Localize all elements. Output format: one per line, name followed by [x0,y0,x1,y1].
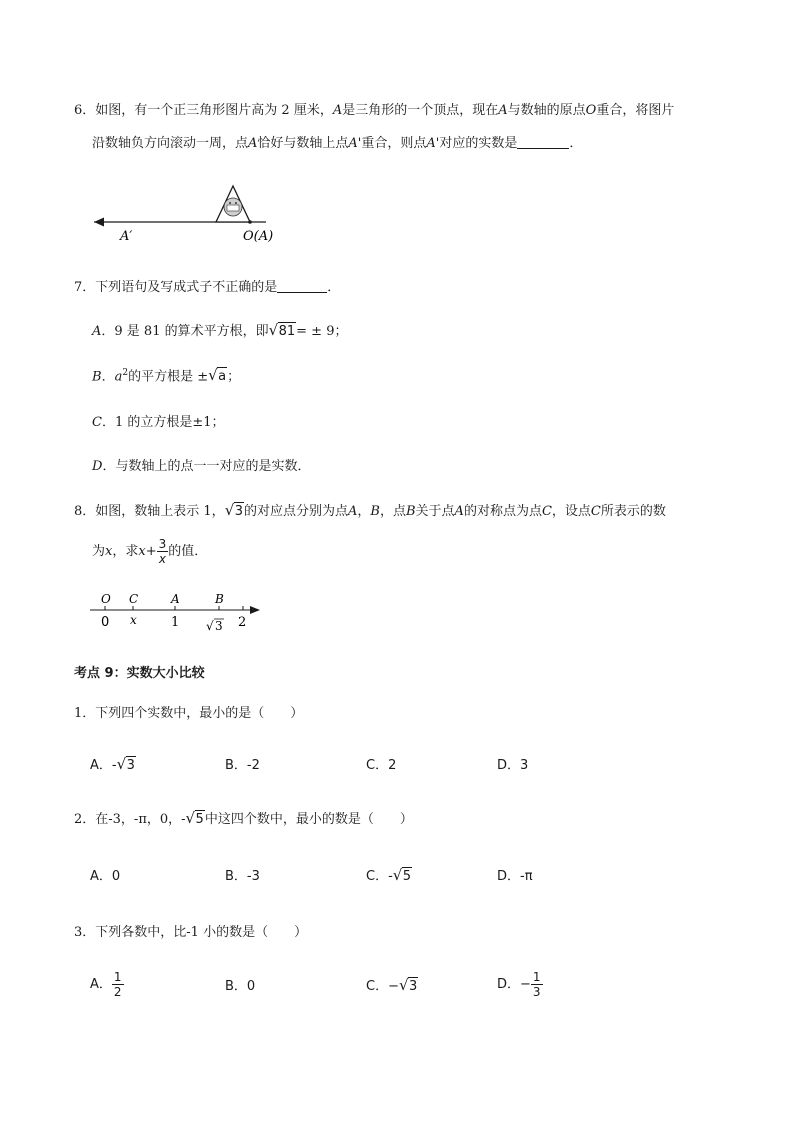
q6-triangle-figure [88,182,288,244]
q7-option-b: B．$a^2$的平方根是 ± √ a； [92,366,241,385]
q8-line2: 为x，求x+ $\frac{3}{x}$ 的值． [92,537,208,566]
q6-line1: 6．如图，有一个正三角形图片高为 2 厘米，A是三角形的一个顶点，现在A与数轴的原点O重合，将图片 [74,103,675,118]
s9-q2-option-a: A．0 [90,869,121,884]
answer-blank [277,280,327,293]
q7-stem: 7．下列语句及写成式子不正确的是 ． [74,280,341,295]
tick-label-c: C [129,592,139,606]
tick-label-a: A [171,592,180,606]
q8-number-line-figure [88,590,268,636]
sqrt-a: √ a [208,366,227,385]
q7-option-c: C．1 的立方根是±1； [92,415,225,430]
s9-q3-option-d: D．− $\frac{1}{3}$ [497,970,541,999]
q7-option-d: D．与数轴上的点一一对应的是实数． [92,459,311,474]
q7-option-a: A．9 是 81 的算术平方根，即 √ 81= ± 9； [92,321,348,339]
s9-q1-option-c: C．2 [366,758,397,773]
section-heading: 考点 9：实数大小比较 [74,666,205,681]
q8-line1: 8．如图，数轴上表示 1， √ 3的对应点分别为点A，B，点B关于点A的对称点为点C，设点C所表示的数 [74,501,666,519]
s9-q2-stem: 2．在-3，-π，0，- √ 5中这四个数中，最小的数是（ ） [74,809,413,827]
q6-number: 6． [74,103,96,118]
origin-point [248,220,252,224]
s9-q3-option-a: A． $\frac{1}{2}$ [90,970,122,999]
tick-value-2: 2 [238,615,247,630]
label-o-a: O(A) [243,229,274,244]
tick-value-sqrt3: 3 [215,619,223,633]
s9-q1-option-b: B．-2 [225,758,260,773]
sqrt-3: √ 3 [224,501,243,519]
answer-blank [517,136,569,149]
s9-q3-option-c: C．− √ 3 [366,976,418,994]
arrow-left-icon [94,218,104,227]
tick-label-o: O [101,592,111,606]
sqrt-symbol: √ [206,619,214,633]
tick-value-0: 0 [101,615,110,630]
s9-q2-option-b: B．-3 [225,869,260,884]
s9-q1-stem: 1．下列四个实数中，最小的是（ ） [74,706,304,721]
s9-q2-option-c: C．- √ 5 [366,866,412,884]
sqrt-81: √ 81 [268,321,296,339]
tick-label-b: B [215,592,224,606]
tick-value-x: x [130,613,137,627]
s9-q3-stem: 3．下列各数中，比-1 小的数是（ ） [74,925,308,940]
q6-line2: 沿数轴负方向滚动一周，点A恰好与数轴上点A'重合，则点A'对应的实数是 ． [92,136,583,151]
s9-q1-option-a: A．- √ 3 [90,755,135,773]
tick-value-1: 1 [171,615,180,630]
label-a-prime: A′ [120,229,133,244]
s9-q3-option-b: B．0 [225,979,256,994]
s9-q2-option-d: D．-π [497,869,533,884]
arrow-right-icon [250,606,260,614]
fraction-3-over-x: $\frac{3}{x}$ [158,537,167,566]
s9-q1-option-d: D．3 [497,758,529,773]
